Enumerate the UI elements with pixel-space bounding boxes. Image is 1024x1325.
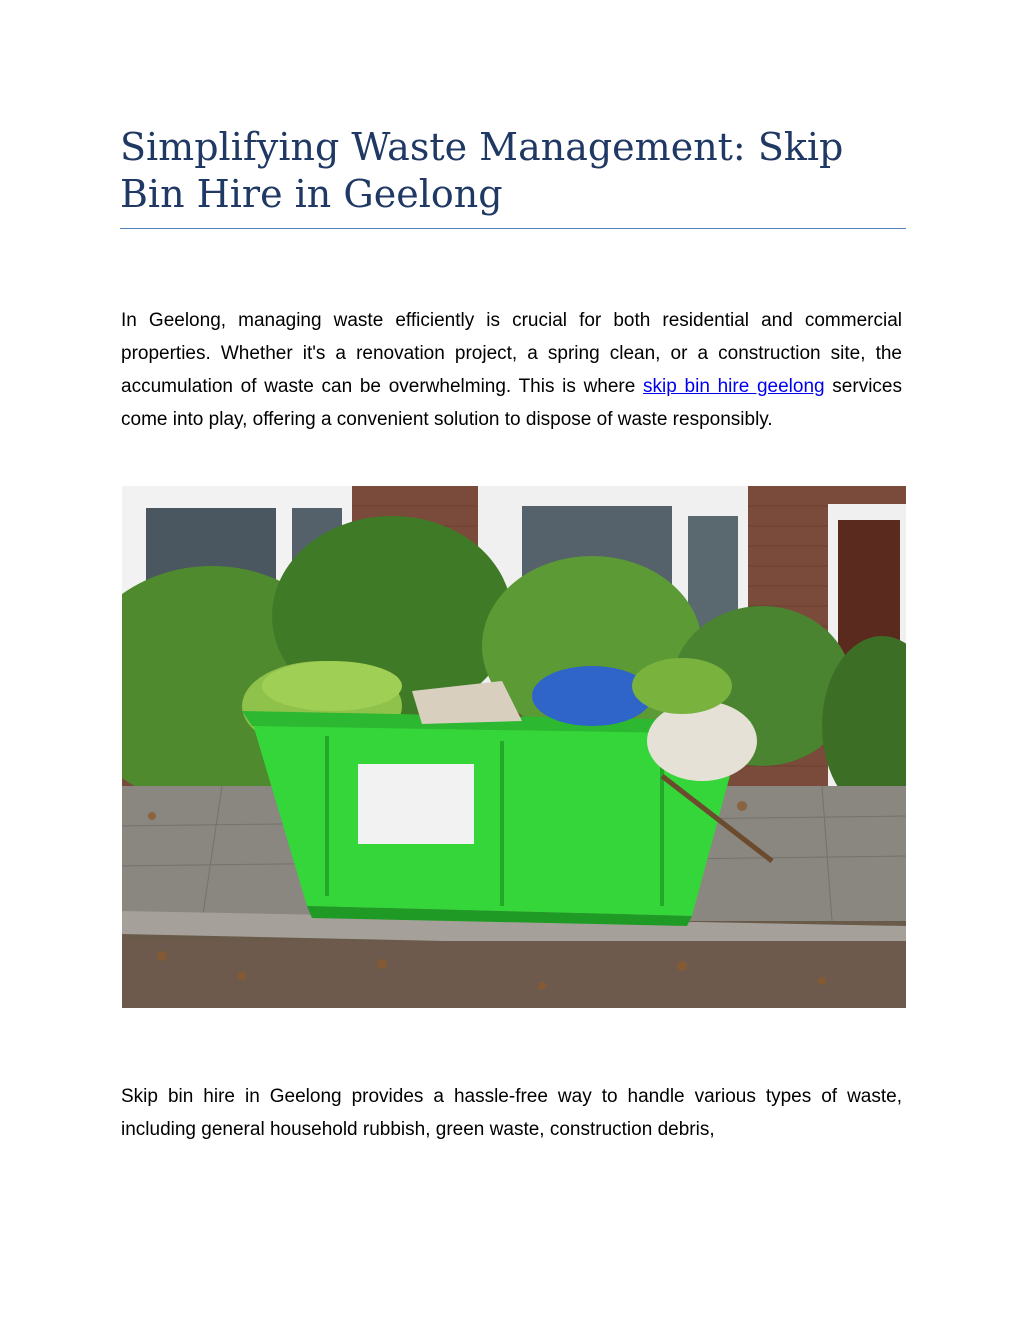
intro-paragraph [121,304,902,436]
skip-bin-photo [122,486,906,1008]
title-underline-rule [120,228,906,229]
intro-text-before-link: In Geelong, managing waste efficiently is crucial for both residential and commercial properties. Whether it's a renovation project, a spring clean, or a construction site, the accumulation of waste can be overwhelming. This is where [121,310,902,397]
skip-bin-photo-illustration [122,486,906,1008]
document-title: Simplifying Waste Management: Skip Bin Hire in Geelong [120,125,844,216]
skip-bin-hire-geelong-link[interactable]: skip bin hire geelong [643,376,825,397]
intro-text-after-link: services come into play, offering a convenient solution to dispose of waste responsibly. [121,376,902,430]
second-paragraph: Skip bin hire in Geelong provides a hassle-free way to handle various types of waste, including general household rubbish, green waste, construction debris, [121,1086,902,1140]
